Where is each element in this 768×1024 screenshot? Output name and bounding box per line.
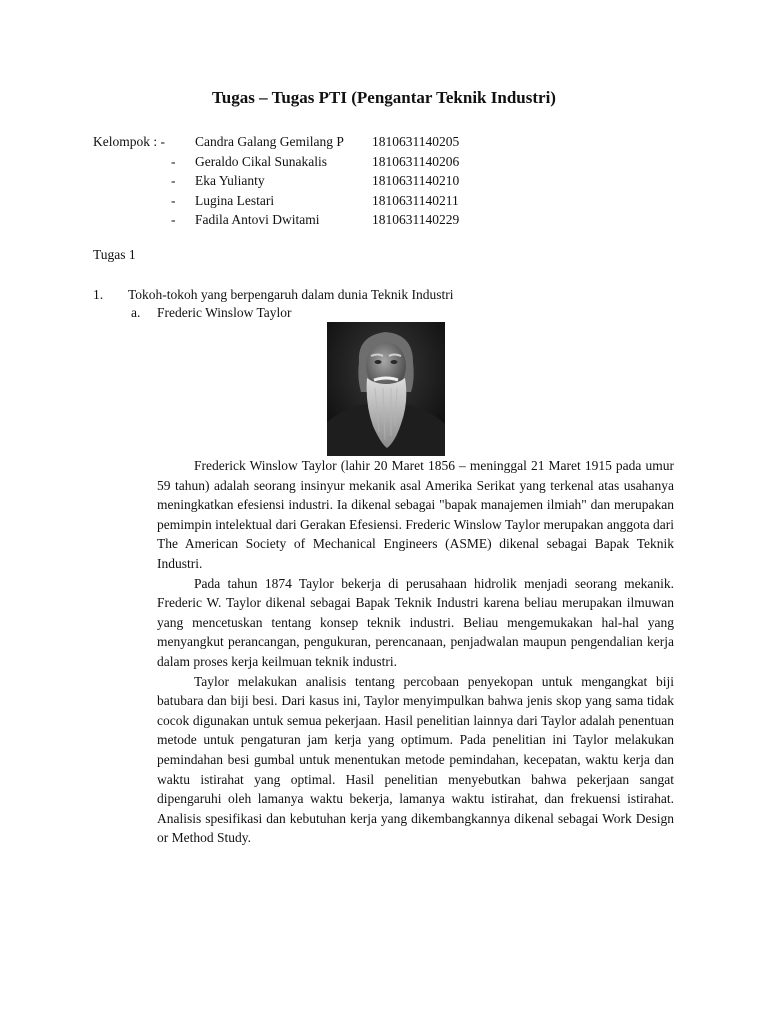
- sublist-item-a: [131, 305, 292, 321]
- list-item-1: [93, 287, 454, 303]
- member-id: 1810631140206: [372, 153, 460, 169]
- taylor-portrait-image: [327, 322, 445, 456]
- member-id: 1810631140210: [372, 173, 460, 189]
- member-id: 1810631140229: [372, 212, 460, 228]
- sublist-item-text: Frederic Winslow Taylor: [157, 305, 292, 320]
- member-id: 1810631140205: [372, 134, 460, 149]
- member-row: [93, 171, 459, 191]
- paragraph: Taylor melakukan analisis tentang percobaan penyekopan untuk mengangkat biji batubara dan biji besi. Dari kasus ini, Taylor menyimpulkan bahwa jenis skop yang sama tidak cocok digunakan untuk semua pekerjaan. Hasil penelitian lainnya dari Taylor adalah penentuan metode untuk pengaturan jam kerja yang optimum. Pada penelitian ini Taylor melakukan pemindahan besi gumbal untuk menentukan metode pemindahan, kecepatan, waktu kerja dan waktu istirahat yang optimal. Hasil penelitian menyebutkan bahwa pekerjaan sangat dipengaruhi oleh lamanya waktu bekerja, lamanya waktu istirahat, dan frekuensi istirahat. Analisis spesifikasi dan kebutuhan kerja yang dikembangkannya dikenal sebagai Work Design or Method Study.: [157, 673, 674, 846]
- document-title: Tugas – Tugas PTI (Pengantar Teknik Industri): [212, 88, 556, 107]
- member-dash: -: [171, 212, 176, 228]
- list-item-text: Tokoh-tokoh yang berpengaruh dalam dunia Teknik Industri: [128, 287, 454, 302]
- list-number: 1.: [93, 287, 104, 302]
- portrait-illustration: [327, 322, 445, 456]
- group-members-list: [93, 132, 459, 230]
- paragraph: Pada tahun 1874 Taylor bekerja di perusahaan hidrolik menjadi seorang mekanik. Frederic W. Taylor dikenal sebagai Bapak Teknik Industri karena beliau merupakan ilmuwan yang mencetuskan tentang konsep teknik industri. Beliau mengemukakan hal-hal yang menyangkut perancangan, pengukuran, perencanaan, penjadwalan maupun pengendalian kerja dalam proses kerja keilmuan teknik industri.: [157, 575, 674, 669]
- member-dash: -: [171, 192, 176, 208]
- member-row: [93, 152, 459, 172]
- group-label: Kelompok : -: [93, 134, 165, 149]
- sublist-letter: a.: [131, 305, 141, 320]
- article-body: [157, 456, 674, 848]
- member-row: [93, 191, 459, 211]
- member-dash: -: [171, 173, 176, 189]
- task-heading: Tugas 1: [93, 247, 136, 262]
- member-name: Fadila Antovi Dwitami: [195, 212, 320, 228]
- member-dash: [171, 132, 195, 152]
- member-id: 1810631140211: [372, 192, 459, 208]
- member-row: [93, 132, 459, 152]
- member-row: [93, 210, 459, 230]
- paragraph: Frederick Winslow Taylor (lahir 20 Maret 1856 – meninggal 21 Maret 1915 pada umur 59 tahun) adalah seorang insinyur mekanik asal Amerika Serikat yang terkenal atas usahanya meningkatkan efesiensi industri. Ia dikenal sebagai "bapak manajemen ilmiah" dan merupakan pemimpin intelektual dari Gerakan Efesiensi. Frederic Winslow Taylor merupakan anggota dari The American Society of Mechanical Engineers (ASME) dikenal sebagai Bapak Teknik Industri.: [157, 458, 674, 571]
- member-name: Geraldo Cikal Sunakalis: [195, 153, 327, 169]
- member-name: Candra Galang Gemilang P: [195, 134, 344, 149]
- member-name: Lugina Lestari: [195, 192, 275, 208]
- member-name: Eka Yulianty: [195, 173, 265, 189]
- member-dash: -: [171, 153, 176, 169]
